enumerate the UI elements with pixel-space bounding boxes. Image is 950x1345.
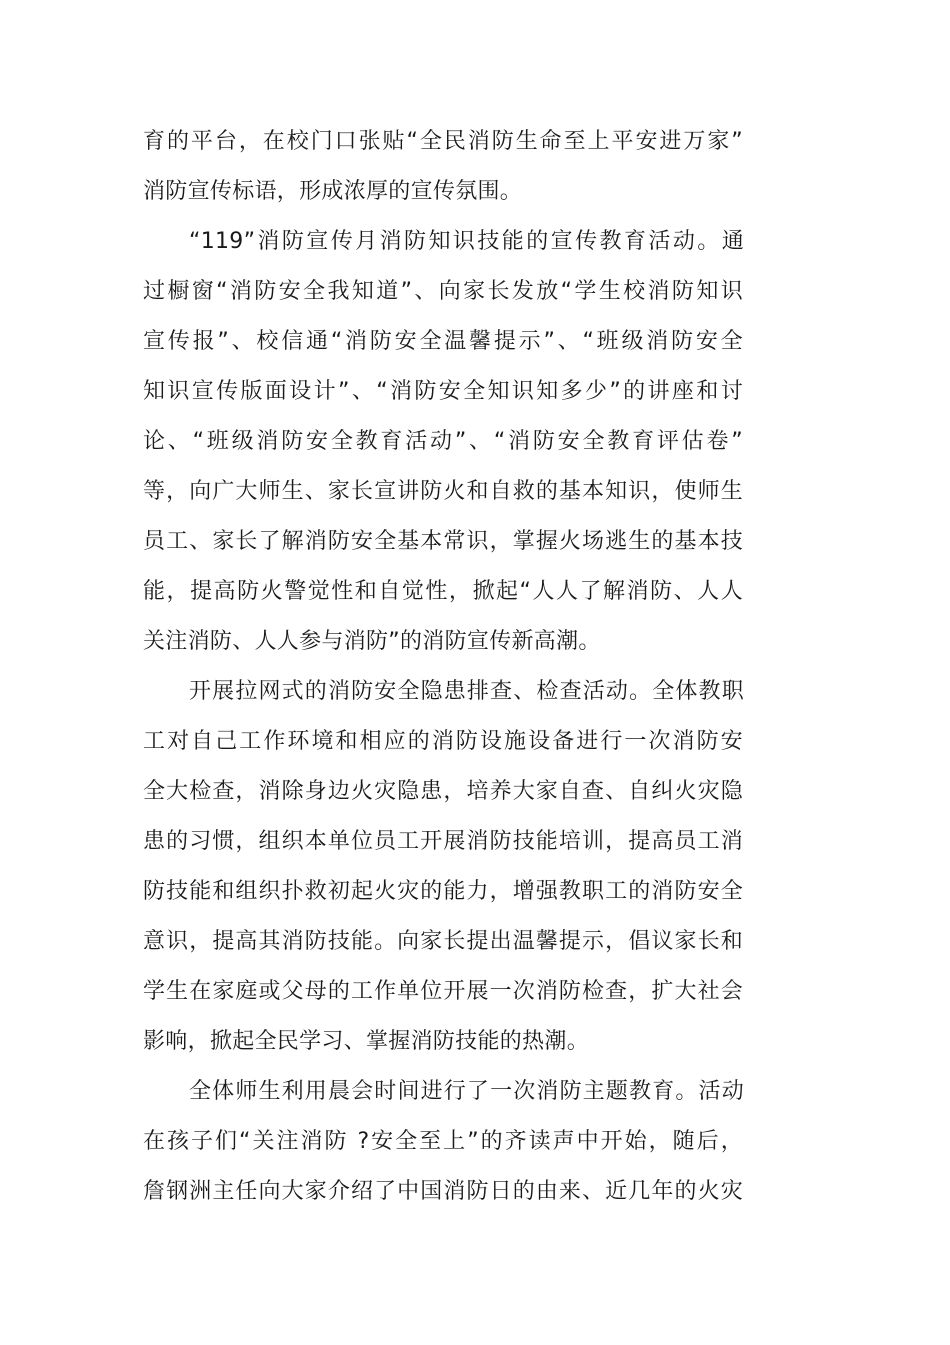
text-line: “119”消防宣传月消防知识技能的宣传教育活动。通 — [189, 229, 744, 254]
text-line: 工对自己工作环境和相应的消防设施设备进行一次消防安 — [143, 729, 743, 754]
text-line: 全体师生利用晨会时间进行了一次消防主题教育。活动 — [189, 1079, 744, 1104]
text-line: 消防宣传标语，形成浓厚的宣传氛围。 — [143, 179, 523, 204]
text-line: 论、“班级消防安全教育活动”、“消防安全教育评估卷” — [143, 429, 743, 454]
text-line: 防技能和组织扑救初起火灾的能力，增强教职工的消防安全 — [143, 879, 743, 904]
text-line: 意识，提高其消防技能。向家长提出温馨提示，倡议家长和 — [143, 929, 743, 954]
text-line: 知识宣传版面设计”、“消防安全知识知多少”的讲座和讨 — [143, 379, 743, 404]
text-line: 詹钢洲主任向大家介绍了中国消防日的由来、近几年的火灾 — [143, 1179, 743, 1204]
text-line: 患的习惯，组织本单位员工开展消防技能培训，提高员工消 — [143, 829, 743, 854]
text-line: 学生在家庭或父母的工作单位开展一次消防检查，扩大社会 — [143, 979, 743, 1004]
text-line: 员工、家长了解消防安全基本常识，掌握火场逃生的基本技 — [143, 529, 743, 554]
text-line: 在孩子们“关注消防 ?安全至上”的齐读声中开始，随后， — [143, 1129, 743, 1154]
text-line: 影响，掀起全民学习、掌握消防技能的热潮。 — [143, 1029, 590, 1054]
text-line: 过橱窗“消防安全我知道”、向家长发放“学生校消防知识 — [143, 279, 743, 304]
text-line: 开展拉网式的消防安全隐患排查、检查活动。全体教职 — [189, 679, 744, 704]
text-line: 宣传报”、校信通“消防安全温馨提示”、“班级消防安全 — [143, 329, 743, 354]
text-line: 育的平台，在校门口张贴“全民消防生命至上平安进万家” — [143, 129, 743, 154]
text-line: 全大检查，消除身边火灾隐患，培养大家自查、自纠火灾隐 — [143, 779, 743, 804]
text-line: 能，提高防火警觉性和自觉性，掀起“人人了解消防、人人 — [143, 579, 743, 604]
text-line: 等，向广大师生、家长宣讲防火和自救的基本知识，使师生 — [143, 479, 743, 504]
text-line: 关注消防、人人参与消防”的消防宣传新高潮。 — [143, 629, 601, 654]
